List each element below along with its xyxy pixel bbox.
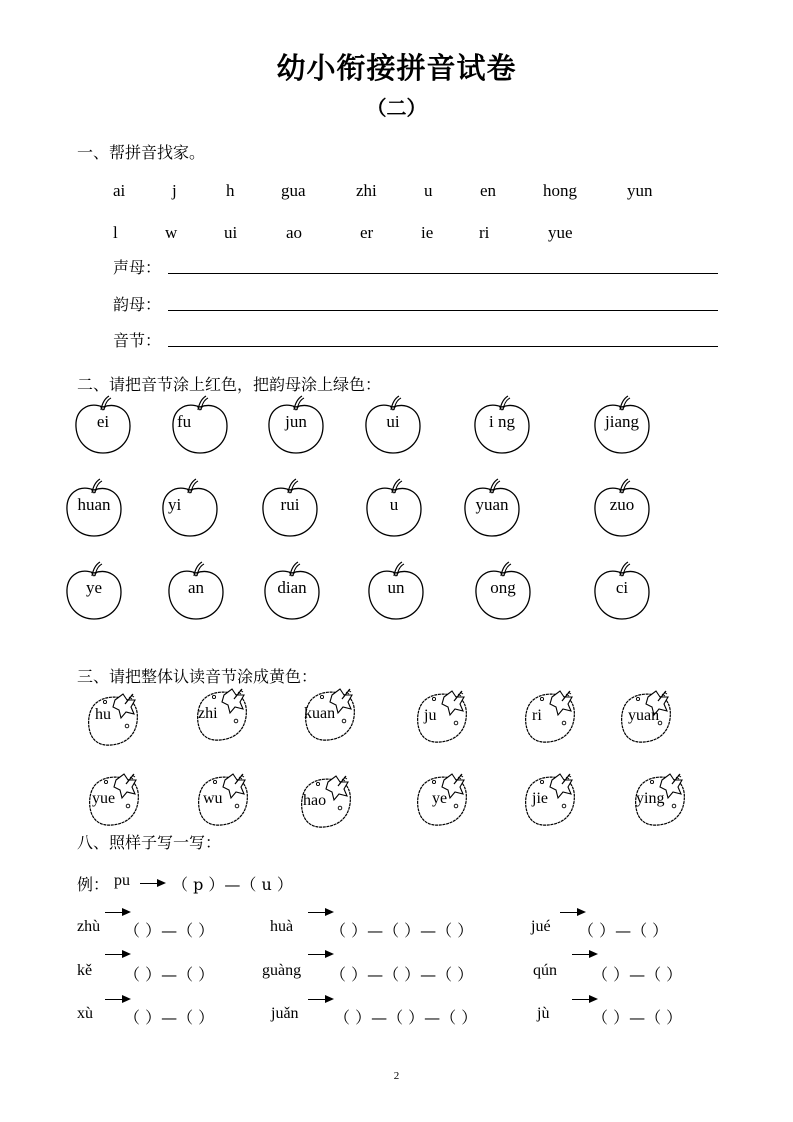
strawberry-item[interactable]: ju [414, 685, 476, 747]
apple-item[interactable]: yuan [462, 476, 522, 538]
apple-item[interactable]: zuo [592, 476, 652, 538]
exercise-blanks[interactable]: （ ）—（ ） [578, 921, 669, 940]
example-syllable: pu [114, 872, 130, 889]
exercise-syllable: jù [537, 1005, 550, 1022]
apple-item[interactable]: ui [363, 393, 423, 455]
pinyin-item: zhi [356, 181, 377, 200]
apple-item[interactable]: ei [73, 393, 133, 455]
apple-item[interactable]: i ng [472, 393, 532, 455]
pinyin-item: ie [421, 223, 434, 242]
strawberry-item[interactable]: jie [522, 768, 584, 830]
arrow-icon [140, 883, 164, 884]
strawberry-item[interactable]: ye [414, 768, 476, 830]
pinyin-item: ui [224, 223, 238, 242]
pinyin-item: yun [627, 181, 653, 200]
page-number: 2 [393, 1070, 400, 1082]
section4-heading: 八、照样子写一写： [77, 833, 222, 852]
exercise-syllable: qún [533, 962, 557, 979]
syllables-answer-line[interactable] [168, 346, 718, 347]
example-answer: （ p ）—（ u ） [172, 875, 293, 894]
strawberry-item[interactable]: hao [298, 770, 360, 832]
apple-item[interactable]: yi [160, 476, 220, 538]
pinyin-item: hong [543, 181, 577, 200]
strawberry-item[interactable]: hu [85, 688, 147, 750]
pinyin-item: yue [548, 223, 573, 242]
example-prefix: 例： [77, 875, 110, 894]
strawberry-item[interactable]: ying [632, 768, 694, 830]
pinyin-item: l [113, 223, 118, 242]
arrow-icon [105, 912, 129, 913]
pinyin-item: u [424, 181, 433, 200]
page-title: 幼小衔接拼音试卷 [276, 51, 517, 85]
strawberry-item[interactable]: ri [522, 685, 584, 747]
arrow-icon [105, 999, 129, 1000]
pinyin-item: w [165, 223, 178, 242]
pinyin-item: ri [479, 223, 490, 242]
exercise-blanks[interactable]: （ ）—（ ） [124, 1008, 215, 1027]
arrow-icon [308, 912, 332, 913]
apple-item[interactable]: ye [64, 559, 124, 621]
apple-item[interactable]: un [366, 559, 426, 621]
section3-heading: 三、请把整体认读音节涂成黄色： [77, 667, 318, 686]
exercise-syllable: juǎn [271, 1005, 299, 1022]
arrow-icon [105, 954, 129, 955]
exercise-syllable: guàng [262, 962, 302, 979]
apple-item[interactable]: dian [262, 559, 322, 621]
arrow-icon [308, 999, 332, 1000]
exercise-blanks[interactable]: （ ）—（ ）—（ ） [330, 965, 474, 984]
exercise-row [0, 962, 793, 986]
pinyin-item: gua [281, 181, 306, 200]
exercise-blanks[interactable]: （ ）—（ ） [592, 965, 683, 984]
apple-item[interactable]: jiang [592, 393, 652, 455]
arrow-icon [308, 954, 332, 955]
exercise-row [0, 1005, 793, 1029]
initials-label: 声母： [113, 258, 162, 277]
exercise-blanks[interactable]: （ ）—（ ） [124, 965, 215, 984]
apple-item[interactable]: huan [64, 476, 124, 538]
page-subtitle: （二） [366, 96, 427, 120]
exercise-syllable: kě [77, 962, 93, 979]
strawberry-item[interactable]: kuan [302, 683, 364, 745]
strawberry-item[interactable]: wu [195, 768, 257, 830]
section2-heading: 二、请把音节涂上红色，把韵母涂上绿色： [77, 375, 382, 394]
pinyin-item: j [172, 181, 177, 200]
finals-label: 韵母： [113, 295, 162, 314]
exercise-blanks[interactable]: （ ）—（ ） [592, 1008, 683, 1027]
example-row [0, 872, 793, 896]
apple-item[interactable]: ong [473, 559, 533, 621]
pinyin-item: h [226, 181, 235, 200]
exercise-blanks[interactable]: （ ）—（ ）—（ ） [330, 921, 474, 940]
apple-item[interactable]: ci [592, 559, 652, 621]
strawberry-item[interactable]: yuan [618, 685, 680, 747]
exercise-syllable: jué [531, 918, 551, 935]
apple-item[interactable]: rui [260, 476, 320, 538]
syllables-label: 音节： [113, 331, 162, 350]
exercise-syllable: zhù [77, 918, 101, 935]
exercise-row [0, 918, 793, 942]
exercise-syllable: huà [270, 918, 294, 935]
pinyin-item: ai [113, 181, 126, 200]
initials-answer-line[interactable] [168, 273, 718, 274]
arrow-icon [572, 954, 596, 955]
strawberry-item[interactable]: yue [86, 768, 148, 830]
pinyin-item: er [360, 223, 374, 242]
exercise-blanks[interactable]: （ ）—（ ）—（ ） [334, 1008, 478, 1027]
exercise-blanks[interactable]: （ ）—（ ） [124, 921, 215, 940]
section1-heading: 一、帮拼音找家。 [77, 143, 206, 162]
pinyin-item: en [480, 181, 497, 200]
arrow-icon [560, 912, 584, 913]
finals-answer-line[interactable] [168, 310, 718, 311]
apple-item[interactable]: u [364, 476, 424, 538]
apple-item[interactable]: an [166, 559, 226, 621]
strawberry-item[interactable]: zhi [194, 683, 256, 745]
apple-item[interactable]: fu [170, 393, 230, 455]
apple-item[interactable]: jun [266, 393, 326, 455]
pinyin-item: ao [286, 223, 303, 242]
arrow-icon [572, 999, 596, 1000]
exercise-syllable: xù [77, 1005, 93, 1022]
